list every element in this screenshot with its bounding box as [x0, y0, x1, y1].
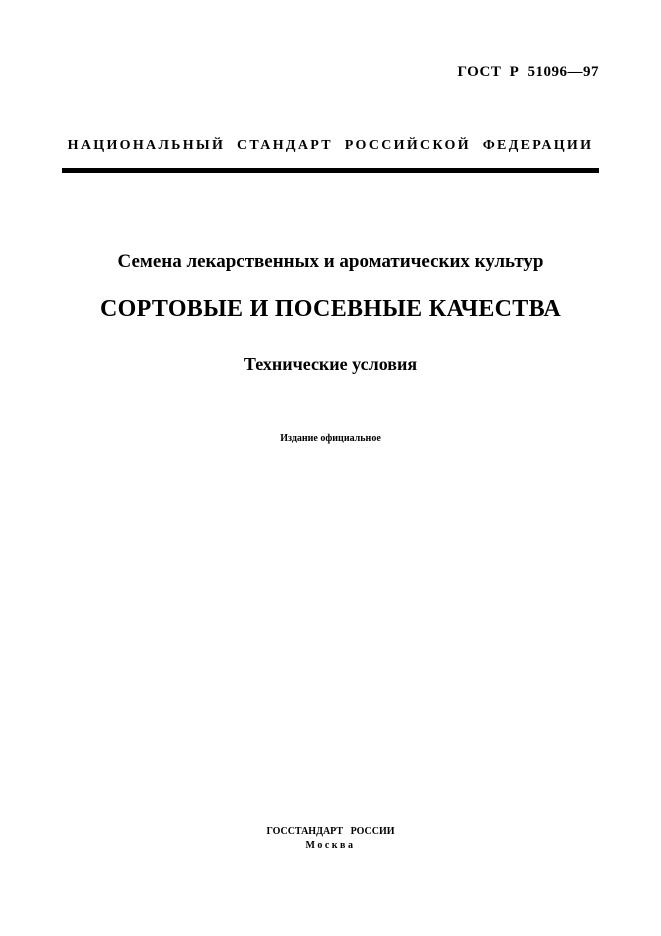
edition-note: Издание официальное	[280, 433, 381, 444]
document-code: ГОСТ Р 51096—97	[457, 64, 599, 80]
header-rule	[62, 168, 599, 173]
standard-header: НАЦИОНАЛЬНЫЙ СТАНДАРТ РОССИЙСКОЙ ФЕДЕРАЦИИ	[67, 138, 594, 153]
document-title: Семена лекарственных и ароматических культур	[117, 251, 544, 272]
publisher-city: Москва	[305, 840, 356, 851]
document-title-caps: СОРТОВЫЕ И ПОСЕВНЫЕ КАЧЕСТВА	[99, 296, 562, 322]
document-subtitle: Технические условия	[243, 354, 418, 374]
publisher-name: ГОССТАНДАРТ РОССИИ	[266, 826, 395, 837]
